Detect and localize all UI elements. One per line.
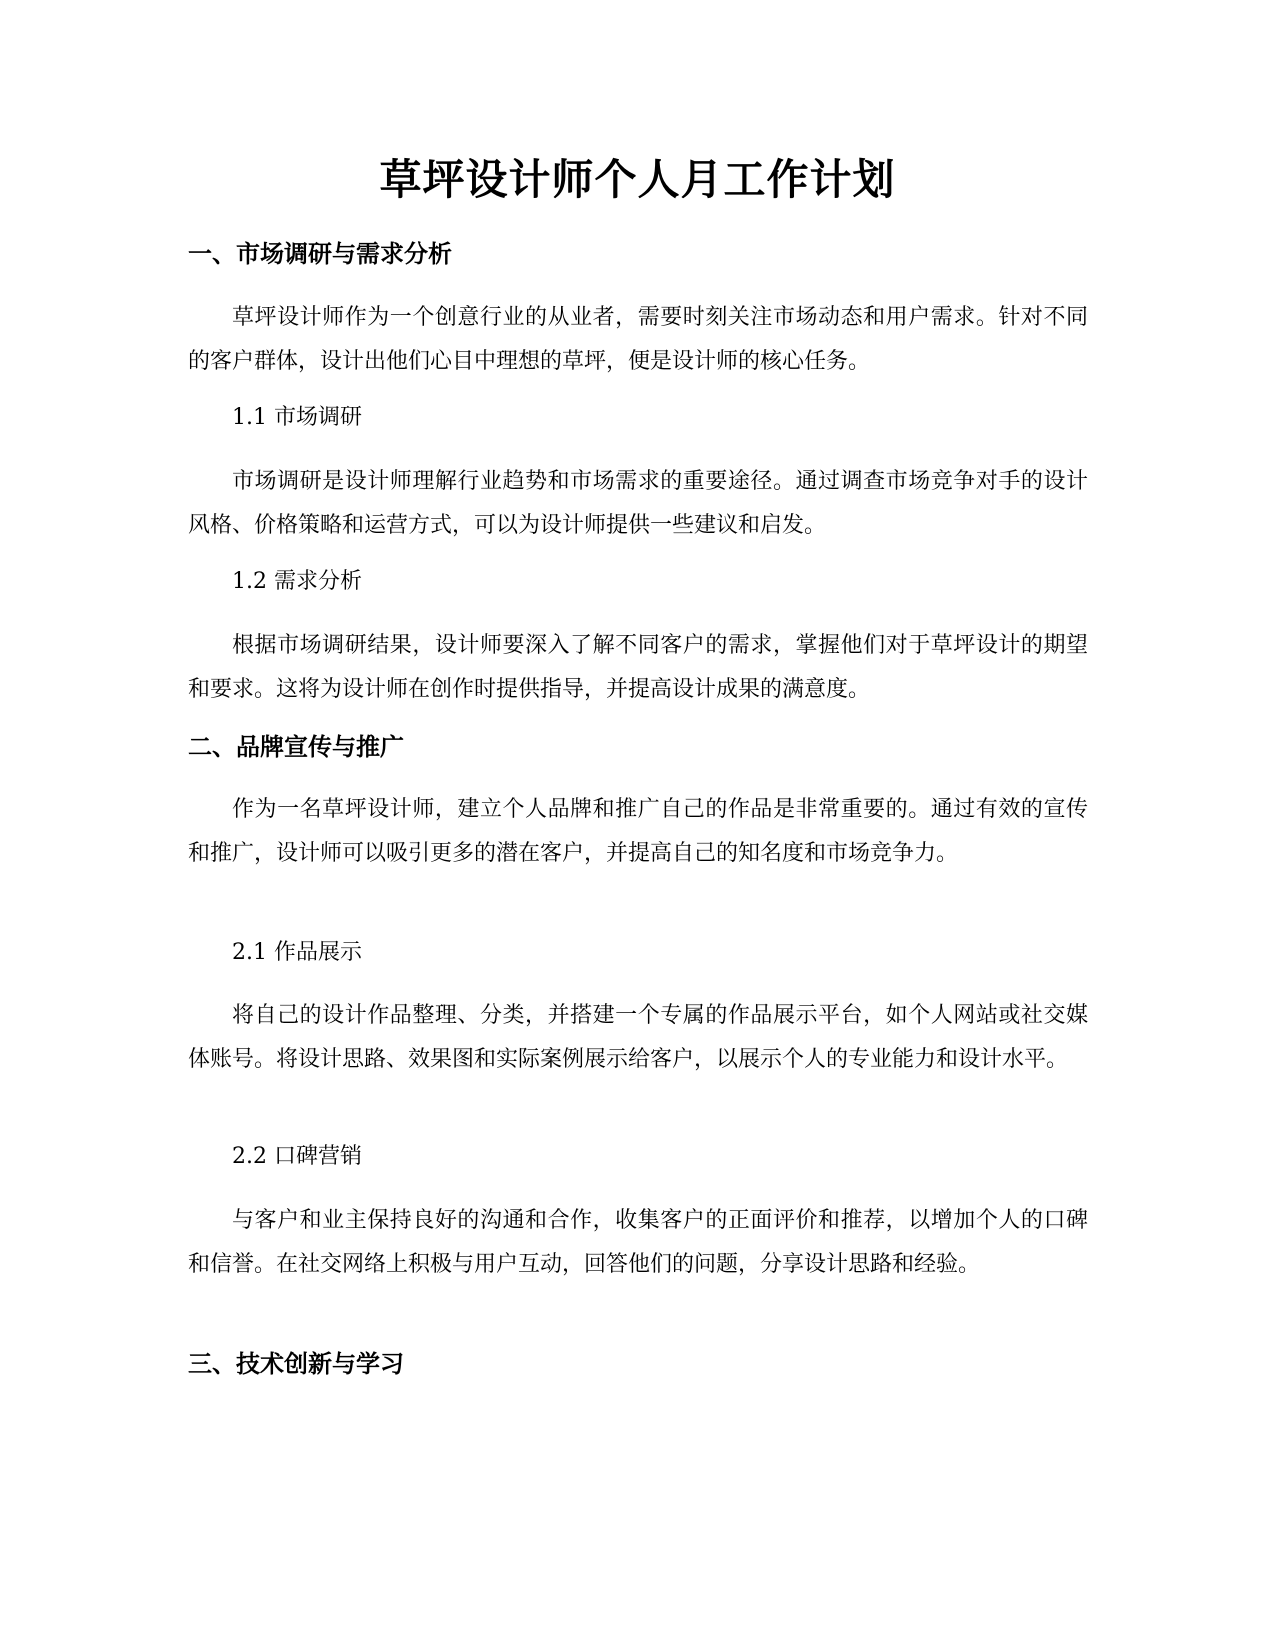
section-heading: 三、技术创新与学习: [188, 1350, 404, 1378]
paragraph: 市场调研是设计师理解行业趋势和市场需求的重要途径。通过调查市场竞争对手的设计风格、价格策略和运营方式，可以为设计师提供一些建议和启发。: [188, 469, 1088, 538]
section-heading: 一、市场调研与需求分析: [188, 240, 452, 268]
document-title: 草坪设计师个人月工作计划: [379, 155, 896, 204]
subsection-heading: 1.2 需求分析: [232, 569, 362, 594]
paragraph: 根据市场调研结果，设计师要深入了解不同客户的需求，掌握他们对于草坪设计的期望和要求。这将为设计师在创作时提供指导，并提高设计成果的满意度。: [188, 633, 1088, 702]
paragraph: 与客户和业主保持良好的沟通和合作，收集客户的正面评价和推荐，以增加个人的口碑和信誉。在社交网络上积极与用户互动，回答他们的问题，分享设计思路和经验。: [188, 1208, 1088, 1277]
paragraph: 将自己的设计作品整理、分类，并搭建一个专属的作品展示平台，如个人网站或社交媒体账号。将设计思路、效果图和实际案例展示给客户，以展示个人的专业能力和设计水平。: [188, 1003, 1088, 1072]
subsection-heading: 2.1 作品展示: [232, 940, 362, 965]
paragraph: 作为一名草坪设计师，建立个人品牌和推广自己的作品是非常重要的。通过有效的宣传和推广，设计师可以吸引更多的潜在客户，并提高自己的知名度和市场竞争力。: [188, 797, 1088, 866]
paragraph: 草坪设计师作为一个创意行业的从业者，需要时刻关注市场动态和用户需求。针对不同的客户群体，设计出他们心目中理想的草坪，便是设计师的核心任务。: [188, 305, 1088, 374]
section-heading: 二、品牌宣传与推广: [188, 733, 404, 761]
subsection-heading: 1.1 市场调研: [232, 405, 362, 430]
subsection-heading: 2.2 口碑营销: [232, 1144, 362, 1169]
